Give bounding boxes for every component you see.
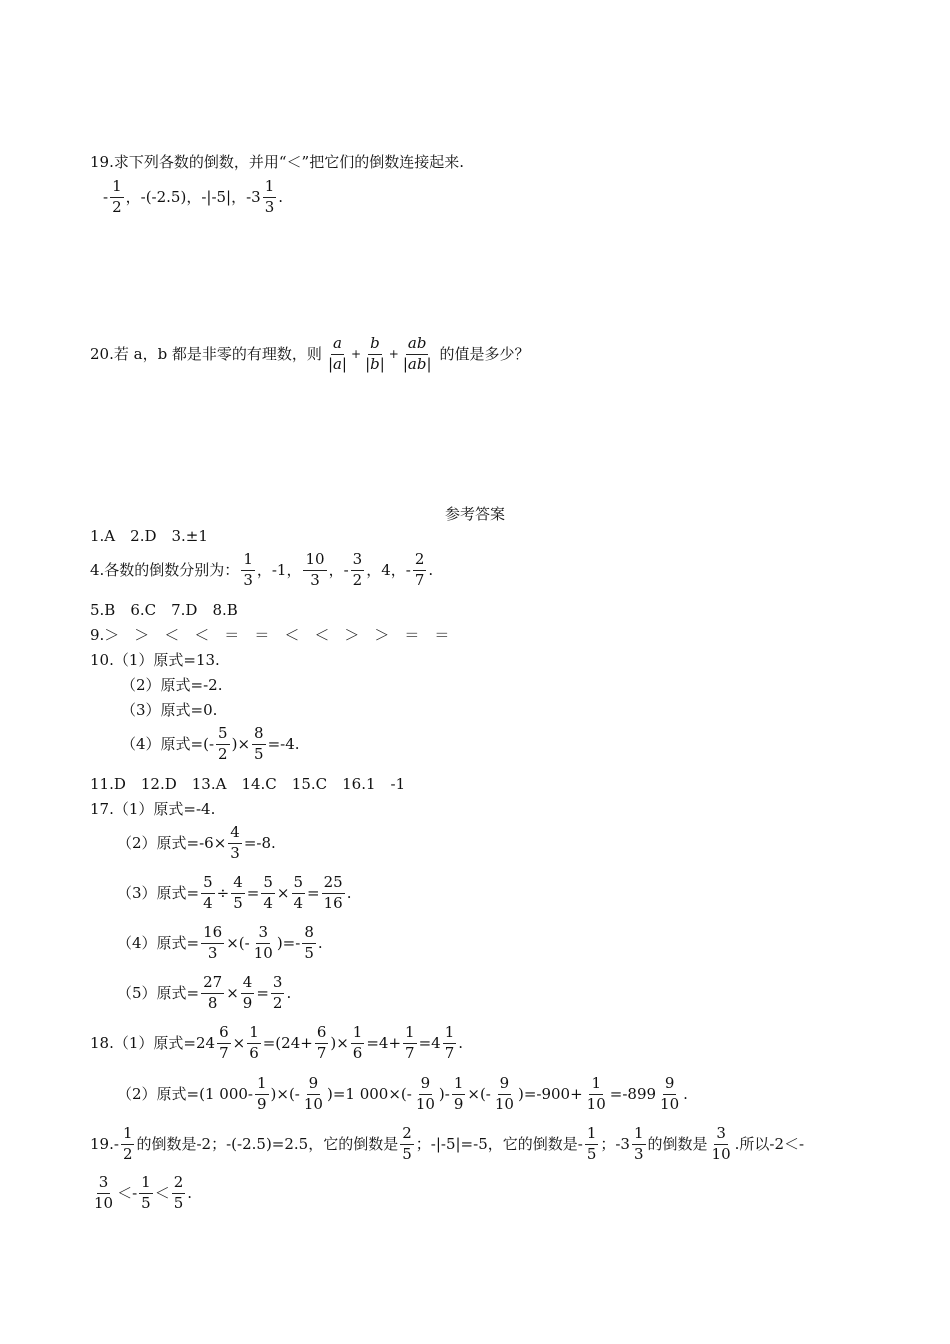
answer-text: )=1 000×(-	[326, 1084, 412, 1103]
denominator: |ab|	[402, 354, 432, 373]
answer-17-4	[117, 925, 323, 962]
answer-text: ＜	[154, 1183, 170, 1202]
numerator: 5	[261, 875, 275, 894]
denominator: 10	[660, 1094, 680, 1113]
fraction	[201, 875, 215, 912]
denominator: 3	[207, 943, 218, 962]
numerator: a	[331, 336, 344, 355]
answer-text: ×(-	[467, 1084, 491, 1103]
denominator: 5	[173, 1193, 184, 1212]
answer-text: )-	[438, 1084, 450, 1103]
q19-title	[90, 155, 464, 170]
answer-text: )×	[330, 1033, 349, 1052]
denominator: 10	[586, 1094, 606, 1113]
numerator: 2	[400, 1126, 414, 1145]
denominator: |a|	[327, 354, 347, 373]
denominator: 3	[264, 197, 275, 216]
fraction	[585, 1076, 608, 1113]
fraction	[241, 552, 255, 589]
numerator: 3	[351, 552, 365, 571]
answer-text: （3）原式=0.	[121, 701, 218, 719]
denominator: 3	[310, 570, 320, 589]
fraction	[452, 1076, 466, 1113]
answer-text: （5）原式=	[117, 983, 200, 1002]
answer-text: ，-	[328, 560, 349, 579]
denominator: 7	[405, 1043, 415, 1062]
answer-10-1	[90, 653, 220, 668]
answer-18-1	[90, 1025, 463, 1062]
answer-text: .	[683, 1084, 688, 1103]
fraction	[710, 1126, 733, 1163]
answer-11-16	[90, 777, 405, 792]
answer-text: =	[256, 983, 269, 1002]
answer-text: ，4，-	[366, 560, 411, 579]
fraction	[414, 1076, 437, 1113]
denominator: 6	[249, 1043, 259, 1062]
answer-text: （2）原式=(1 000-	[117, 1084, 253, 1103]
denominator: 2	[352, 570, 363, 589]
answer-17-2	[117, 825, 276, 862]
fraction	[632, 1126, 646, 1163]
numerator: 1	[443, 1025, 457, 1044]
q19-minus: -	[103, 187, 109, 206]
numerator: 16	[201, 925, 224, 944]
fraction	[247, 1025, 261, 1062]
denominator: 9	[256, 1094, 267, 1113]
fraction	[231, 875, 245, 912]
answer-text: （3）原式=	[117, 883, 200, 902]
fraction	[252, 726, 266, 763]
fraction	[315, 1025, 329, 1062]
numerator: 8	[252, 726, 266, 745]
q20-prefix: 20.若 a，b 都是非零的有理数，则	[90, 344, 322, 363]
fraction	[585, 1126, 599, 1163]
answer-text: 1.A 2.D 3.±1	[90, 527, 208, 545]
numerator: 9	[663, 1076, 677, 1095]
numerator: 5	[292, 875, 306, 894]
numerator: 1	[241, 552, 255, 571]
numerator: 8	[302, 925, 316, 944]
fraction	[216, 726, 230, 763]
answer-text: =-8.	[243, 833, 276, 852]
q20-line	[90, 336, 530, 373]
denominator: 10	[303, 1094, 323, 1113]
denominator: 7	[444, 1043, 455, 1062]
denominator: 5	[402, 1144, 412, 1163]
answer-text: ×	[232, 1033, 246, 1052]
plus-sign: +	[388, 347, 399, 362]
numerator: 1	[589, 1076, 603, 1095]
numerator: 4	[228, 825, 242, 844]
denominator: 7	[414, 570, 425, 589]
answer-text: .所以-2＜-	[734, 1134, 805, 1153]
answer-text: 18.（1）原式=24	[90, 1033, 216, 1052]
denominator: |b|	[365, 354, 385, 373]
numerator: 27	[201, 975, 224, 994]
answer-19-line-2	[90, 1175, 192, 1212]
numerator: 1	[632, 1126, 646, 1145]
fraction	[413, 552, 427, 589]
q19-list-text: ，-(-2.5)，-|-5|，-3	[125, 187, 261, 206]
answer-9	[90, 628, 449, 643]
numerator: 2	[172, 1175, 186, 1194]
numerator: 3	[271, 975, 285, 994]
answer-text: （2）原式=-6×	[117, 833, 227, 852]
fraction	[92, 1175, 115, 1212]
answer-text: ＜-	[117, 1183, 138, 1202]
numerator: 25	[322, 875, 345, 894]
denominator: 10	[253, 943, 273, 962]
fraction	[255, 1076, 269, 1113]
answer-text: ×	[276, 883, 290, 902]
denominator: 8	[207, 993, 218, 1012]
denominator: 5	[233, 893, 243, 912]
q20-suffix: 的值是多少？	[439, 344, 530, 363]
answer-17-1	[90, 802, 215, 817]
fraction	[252, 925, 275, 962]
answer-4	[90, 552, 433, 589]
fraction	[201, 975, 224, 1012]
answer-text: .	[187, 1183, 193, 1202]
numerator: 3	[256, 925, 270, 944]
denominator: 4	[203, 893, 213, 912]
answer-text: =	[246, 883, 260, 902]
numerator: 1	[110, 179, 124, 198]
fraction	[271, 975, 285, 1012]
fraction	[351, 1025, 365, 1062]
fraction	[241, 975, 255, 1012]
answer-text: =4+	[366, 1033, 402, 1052]
denominator: 4	[263, 893, 273, 912]
denominator: 2	[218, 744, 228, 763]
answer-17-3	[117, 875, 352, 912]
fraction	[400, 1126, 414, 1163]
denominator: 6	[352, 1043, 363, 1062]
answer-18-2	[117, 1076, 688, 1113]
answer-text: 9.＞ ＞ ＜ ＜ ＝ ＝ ＜ ＜ ＞ ＞ ＝ ＝	[90, 626, 450, 644]
numerator: 10	[303, 552, 326, 571]
fraction	[121, 1126, 135, 1163]
answer-text: 的倒数是-2；-(-2.5)=2.5，它的倒数是	[136, 1134, 399, 1153]
answer-text: ；-3	[600, 1134, 630, 1153]
numerator: 9	[307, 1076, 321, 1095]
answer-text: .	[286, 983, 292, 1002]
denominator: 10	[94, 1193, 114, 1212]
denominator: 5	[304, 943, 314, 962]
answer-text: 17.（1）原式=-4.	[90, 800, 216, 818]
fraction	[292, 875, 306, 912]
answer-text: )×	[231, 734, 251, 753]
answer-text: （4）原式=(-	[121, 734, 215, 753]
fraction	[322, 875, 345, 912]
numerator: 2	[413, 552, 427, 571]
answer-text: ；-|-5|=-5，它的倒数是-	[415, 1134, 583, 1153]
answer-19-line-1	[90, 1126, 804, 1163]
answer-text: )=-900+	[517, 1084, 583, 1103]
answer-text: )=-	[276, 933, 301, 952]
denominator: 5	[586, 1144, 597, 1163]
answer-text: 的倒数是	[647, 1134, 708, 1153]
answer-text: =(24+	[262, 1033, 313, 1052]
numerator: ab	[406, 336, 429, 355]
numerator: 5	[216, 726, 230, 745]
numerator: 1	[585, 1126, 599, 1145]
denominator: 7	[219, 1043, 229, 1062]
numerator: 6	[315, 1025, 329, 1044]
numerator: 1	[139, 1175, 153, 1194]
numerator: 3	[97, 1175, 111, 1194]
answer-10-2	[121, 678, 223, 693]
denominator: 5	[254, 744, 264, 763]
answer-text: ×(-	[226, 933, 250, 952]
plus-sign: +	[351, 347, 362, 362]
q20-fraction-b	[363, 336, 387, 373]
q20-fraction-a	[326, 336, 349, 373]
answer-text: =4	[418, 1033, 441, 1052]
fraction	[261, 875, 275, 912]
answer-5-8	[90, 603, 238, 618]
answer-10-3	[121, 703, 217, 718]
numerator: 9	[419, 1076, 433, 1095]
fraction	[139, 1175, 153, 1212]
denominator: 9	[242, 993, 253, 1012]
answer-1-3	[90, 529, 208, 544]
numerator: 1	[403, 1025, 417, 1044]
q20-fraction-ab	[401, 336, 434, 373]
answer-text: 5.B 6.C 7.D 8.B	[90, 601, 238, 619]
numerator: 1	[452, 1076, 466, 1095]
answer-text: .	[458, 1033, 464, 1052]
denominator: 10	[494, 1094, 514, 1113]
answer-text: ×	[226, 983, 239, 1002]
fraction	[403, 1025, 417, 1062]
fraction	[443, 1025, 457, 1062]
denominator: 2	[112, 197, 122, 216]
numerator: 1	[255, 1076, 269, 1095]
q19-period: .	[278, 187, 284, 206]
denominator: 3	[230, 843, 240, 862]
q19-title-text: 19.求下列各数的倒数，并用“＜”把它们的倒数连接起来.	[90, 153, 464, 171]
answer-10-4	[121, 726, 300, 763]
numerator: 5	[201, 875, 215, 894]
denominator: 3	[633, 1144, 644, 1163]
fraction	[172, 1175, 186, 1212]
answer-text: 4.各数的倒数分别为：	[90, 560, 240, 579]
denominator: 2	[272, 993, 283, 1012]
numerator: 6	[217, 1025, 231, 1044]
answer-text: 19.-	[90, 1134, 119, 1153]
numerator: 9	[498, 1076, 512, 1095]
numerator: 1	[121, 1126, 135, 1145]
answer-text: =-4.	[267, 734, 300, 753]
numerator: 1	[247, 1025, 261, 1044]
fraction	[658, 1076, 681, 1113]
fraction	[228, 825, 242, 862]
q19-numbers	[103, 179, 283, 216]
answer-text: ，-1，	[256, 560, 302, 579]
answer-text: ÷	[216, 883, 230, 902]
answer-text: （2）原式=-2.	[121, 676, 223, 694]
denominator: 4	[293, 893, 304, 912]
numerator: 3	[714, 1126, 728, 1145]
answer-text: （4）原式=	[117, 933, 200, 952]
answer-text: 11.D 12.D 13.A 14.C 15.C 16.1 -1	[90, 775, 406, 793]
denominator: 10	[415, 1094, 435, 1113]
numerator: 1	[263, 179, 277, 198]
numerator: 4	[231, 875, 245, 894]
fraction	[217, 1025, 231, 1062]
denominator: 16	[323, 893, 343, 912]
numerator: 1	[351, 1025, 365, 1044]
fraction	[303, 552, 326, 589]
fraction	[493, 1076, 516, 1113]
fraction	[302, 925, 316, 962]
denominator: 10	[711, 1144, 731, 1163]
numerator: 4	[241, 975, 255, 994]
denominator: 3	[243, 570, 253, 589]
fraction	[201, 925, 224, 962]
q19-fraction-1	[110, 179, 124, 216]
denominator: 2	[122, 1144, 133, 1163]
denominator: 9	[453, 1094, 464, 1113]
answer-text: .	[317, 933, 323, 952]
q19-fraction-2	[263, 179, 277, 216]
answer-text: =-899	[609, 1084, 657, 1103]
numerator: b	[368, 336, 382, 355]
answer-text: .	[346, 883, 352, 902]
answer-text: 10.（1）原式=13.	[90, 651, 220, 669]
fraction	[302, 1076, 325, 1113]
answer-text: )×(-	[270, 1084, 300, 1103]
denominator: 5	[141, 1193, 151, 1212]
answers-heading: 参考答案	[444, 505, 505, 523]
answer-text: =	[307, 883, 320, 902]
fraction	[351, 552, 365, 589]
answer-17-5	[117, 975, 291, 1012]
denominator: 7	[316, 1043, 327, 1062]
answer-text: .	[428, 560, 434, 579]
